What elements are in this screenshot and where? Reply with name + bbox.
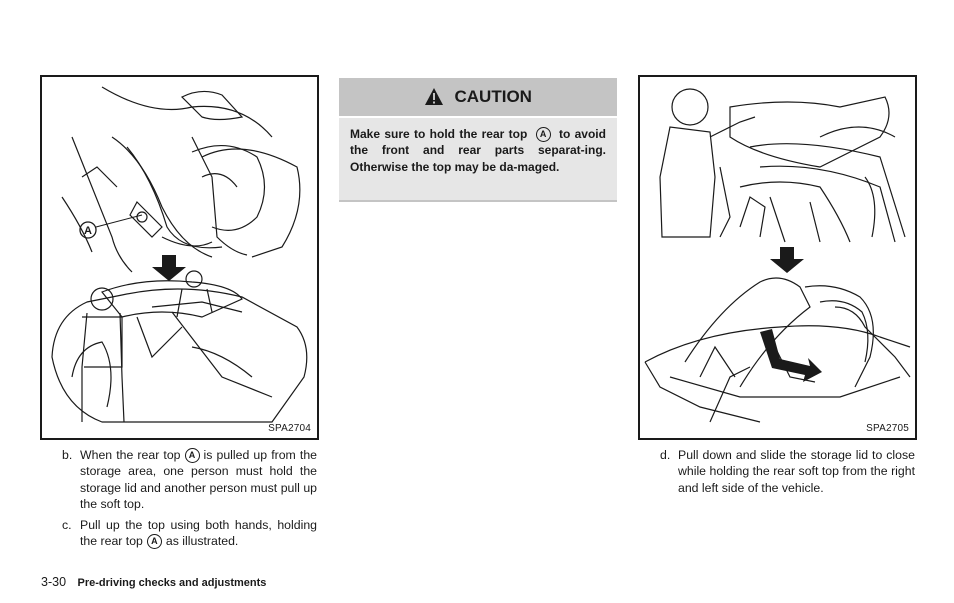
step-text: Pull down and slide the storage lid to close while holding the rear soft top from the right and left side of the vehicle.	[678, 448, 915, 495]
step-text-part: Pull up the top using both hands, holding the rear top	[80, 518, 317, 549]
figure-soft-top-pull-up	[40, 75, 319, 440]
step-text-part: When the rear top	[80, 448, 181, 462]
arrow-down-icon	[770, 247, 804, 273]
step-b	[62, 447, 317, 513]
caution-title: CAUTION	[454, 87, 532, 106]
marker-a-icon: A	[147, 534, 162, 549]
pull-slide-arrow-icon	[760, 329, 822, 382]
step-text	[80, 447, 317, 513]
illustration-pull-up	[42, 77, 317, 438]
caution-header	[339, 78, 617, 116]
figure-code: SPA2705	[866, 423, 909, 434]
arrow-down-icon	[152, 255, 186, 281]
step-label: c.	[62, 518, 72, 532]
step-label: d.	[660, 448, 671, 462]
figure-code: SPA2704	[268, 423, 311, 434]
marker-a-icon: A	[536, 127, 551, 142]
step-text-part: as illustrated.	[165, 534, 239, 549]
section-title: Pre-driving checks and adjustments	[77, 577, 267, 589]
caution-rule	[339, 200, 617, 202]
page-number: 3-30	[41, 575, 67, 589]
marker-a-icon: A	[185, 448, 200, 463]
step-text	[80, 517, 317, 550]
step-text-part: is pulled up from the storage area, one person must hold the storage lid and another person must pull up the soft top.	[80, 448, 317, 512]
warning-triangle-icon	[424, 87, 444, 106]
caution-text-part: Make sure to hold the rear top	[350, 127, 528, 141]
figure-storage-lid-close	[638, 75, 917, 440]
illustration-close-lid	[640, 77, 915, 438]
step-label: b.	[62, 448, 73, 462]
page-footer	[41, 575, 266, 589]
step-c	[62, 517, 317, 550]
caution-text-part: to avoid the front and rear parts separat-ing. Otherwise the top may be da-maged.	[350, 127, 606, 174]
figure-marker-a: A	[84, 225, 92, 237]
caution-text	[339, 118, 617, 200]
step-d	[660, 447, 915, 496]
